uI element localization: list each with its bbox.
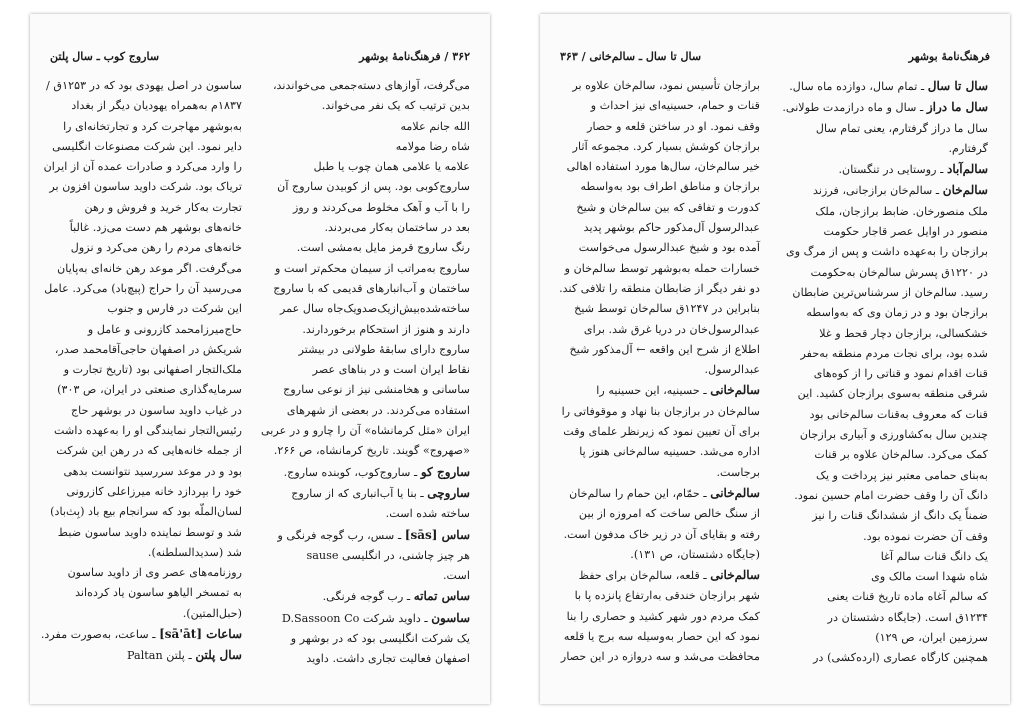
text-line: کدورت و تفاقی که بین سالم‌خان و شیخ	[576, 200, 760, 214]
header-entry-range: ساروج کوب ـ سال پلتن	[50, 50, 160, 63]
text-line: شرقی منطقه به‌سوی برازجان کشید. این	[797, 387, 988, 401]
text-line: حاج‌میرزامحمد کازرونی و عامل و	[87, 322, 242, 336]
text-line: همچنین کارگاه عصاری (ارده‌کشی) در	[813, 651, 988, 665]
text-line: ساروچی ـ بنا یا آب‌انباری که از ساروج	[291, 485, 470, 500]
text-line: برازجان کوشش بسیار کرد. مجموعه آثار	[572, 139, 760, 153]
text-line: شاه شهدا است مالک وی	[871, 570, 988, 584]
text-line: قنات اقدام نمود و قناتی را از کوه‌های	[813, 367, 988, 381]
text-line: خود را بپردازد خانه میرزاعلی کازرونی	[66, 484, 242, 498]
text-line: (حبل‌المتین).	[182, 606, 242, 620]
text-line: وقف آن حضرت نموده بود.	[863, 529, 988, 543]
text-line: ساس تماته ـ رب گوجه فرنگی.	[322, 589, 470, 604]
text-line: محافظت می‌شد و سه دروازه در این حصار	[560, 650, 760, 664]
text-line: بعد در ساختمان به‌کار می‌بردند.	[324, 221, 470, 235]
text-line: ساخته شده است.	[385, 507, 470, 521]
text-line: برازجان تأسیس نمود، سالم‌خان علاوه بر	[572, 79, 760, 92]
text-line: ملک منصورخان. ضابط برازجان، ملک	[815, 204, 988, 218]
text-line: قنات و حمام، حسینیه‌ای نیز احداث و	[590, 99, 760, 113]
entry-headword: ساروچی	[427, 485, 470, 500]
text-line: سالم‌آباد ـ روستایی در تنگستان.	[838, 162, 988, 177]
text-line: ۱۸۳۷م به‌همراه یهودیان دیگر از بغداد	[71, 99, 242, 113]
text-line: اطلاع از شرح این واقعه ← آل‌مذکور شیخ	[569, 342, 760, 356]
text-line: تجارت به‌کار خرید و فروش و رهن	[84, 200, 242, 214]
text-line: سال ما دراز گرفتارم، یعنی تمام سال	[815, 121, 988, 135]
page-header	[560, 50, 990, 70]
text-line: رفته و بقایای آن در زیر خاک مدفون است.	[563, 527, 760, 541]
entry-headword: سال ما دراز	[926, 100, 988, 115]
text-line: سال تا سال ـ تمام سال، دوازده ماه سال.	[789, 79, 988, 93]
text-line: در ۱۲۲۰ق پسرش سالم‌خان به‌حکومت	[810, 265, 988, 279]
text-line: ساروج کو ـ ساروج‌کوب، کوبنده ساروج.	[283, 464, 470, 479]
text-line: ساسون در اصل یهودی بود که در ۱۲۵۳ق /	[46, 79, 242, 92]
text-line: خانه‌های بوشهر هم دست می‌زد. غالباً	[69, 221, 242, 235]
text-line: خسارات حمله به‌بوشهر توسط سالم‌خان و	[564, 261, 760, 275]
text-line: دانگ آن را وقف حضرت امام حسین نمود.	[794, 488, 988, 502]
text-line: یک شرکت انگلیسی بود که در بوشهر و	[290, 632, 470, 646]
entry-headword: ساس [sās]	[404, 527, 470, 542]
text-line: رسید. سالم‌خان از سرشناس‌ترین ضابطان	[792, 285, 988, 299]
text-line: شاه رضا مولامه	[395, 139, 470, 153]
text-line: عبدالرسول‌خان در دریا غرق شد. برای	[583, 322, 760, 336]
entry-headword: ساسون	[431, 610, 470, 625]
text-line: در غیاب داوید ساسون در بوشهر حاج	[70, 403, 242, 417]
text-line: سالم‌خان ـ سالم‌خان برازجانی، فرزند	[812, 183, 988, 198]
text-line: سال ما دراز ـ سال و ماه درازمدت طولانی.	[782, 100, 988, 115]
text-line: استفاده می‌کردند. در بعضی از شهرهای	[286, 403, 470, 417]
text-line: سالم‌خانی ـ قلعه، سالم‌خان برای حفظ	[578, 568, 760, 583]
text-line: علامه یا علامی همان چوب یا طبل	[313, 160, 470, 174]
text-line: ساروج به‌مراتب از سیمان محکم‌تر است و	[275, 261, 470, 275]
text-line: روزنامه‌های عصر وی از داوید ساسون	[67, 566, 242, 580]
text-column-left	[559, 76, 760, 668]
text-line: یک دانگ قنات سالم آغا	[880, 549, 988, 563]
header-page-number-title: ۳۶۲ / فرهنگ‌نامهٔ بوشهر	[359, 50, 470, 63]
text-line: ساروج‌کوبی بود. پس از کوبیدن ساروج آن	[277, 180, 470, 194]
text-line: شهر برازجان خندقی به‌ارتفاع پانزده پا با	[574, 589, 760, 603]
text-line: دایر نمود. این شرکت مصنوعات انگلیسی	[52, 139, 242, 153]
entry-headword: سال پلتن	[195, 648, 242, 663]
text-line: برازجان را به‌عهده داشت و پس از مرگ وی	[785, 245, 988, 259]
text-column-right	[782, 76, 988, 669]
text-line: شریکش در اصفهان حاجی‌آقامحمد صدر،	[54, 342, 242, 356]
text-line: بدین ترتیب که یک نفر می‌خواند.	[321, 99, 470, 113]
text-line: است.	[442, 569, 470, 583]
text-line: شده بود، برای نجات مردم منطقه به‌حفر	[800, 346, 988, 360]
page-header	[50, 50, 470, 70]
text-line: «صهروج» گویند. تاریخ کرمانشاه، ص ۲۶۶.	[273, 444, 470, 458]
text-line: ضمناً یک دانگ از ششدانگ قنات را نیز	[812, 509, 988, 523]
text-line: چندین سال به‌کشاورزی و آبیاری برازجان	[799, 428, 988, 442]
text-line: سال پلتن ـ پلتن Paltan	[127, 648, 242, 663]
text-line: رئیس‌التجار نمایندگی او را به‌عهده داشت	[53, 424, 242, 438]
text-line: وقف نمود. او در ساختن قلعه و حصار	[587, 119, 760, 133]
entry-headword: سال تا سال	[927, 79, 988, 93]
text-line: سرزمین ایران، ص ۱۲۹)	[875, 631, 988, 645]
text-line: ایران «مثل کرمانشاه» آن را چارو و در عربی	[260, 424, 470, 438]
right-book-page	[540, 14, 1010, 704]
text-line: لسان‌الملّه بود که سرانجام بیع باد (بِث‌باد)	[50, 505, 242, 519]
text-line: خیر سالم‌خان، سال‌ها مورد استفاده اهالی	[566, 160, 760, 174]
text-line: سالم‌خان در برازجان بنا نهاد و موقوفاتی را	[561, 404, 760, 418]
text-line: تریاک بود. شرکت داوید ساسون افزون بر	[49, 180, 242, 194]
text-line: اداره می‌شد. حسینیه سالم‌خانی هنوز پا	[579, 445, 760, 459]
entry-headword: ساعات [sā'āt]	[159, 627, 242, 642]
text-column-left	[40, 76, 242, 667]
entry-headword: ساس تماته	[413, 589, 470, 604]
text-line: بنابراین در ۱۲۴۷ق سالم‌خان توسط شیخ	[574, 302, 760, 316]
text-line: نمود که این حصار به‌وسیله سه برج یا قلعه	[563, 630, 760, 644]
text-line: سالم‌خانی ـ حسینیه، این حسینیه را	[596, 383, 760, 398]
text-line: عبدالرسول آل‌مذکور حاکم بوشهر پدید	[583, 221, 760, 235]
entry-headword: سالم‌آباد	[946, 162, 988, 177]
text-line: ساختمان و آب‌انبارهای قدیمی که با ساروج	[273, 281, 470, 295]
text-line: هر چیز چاشنی، در انگلیسی sause	[306, 548, 470, 562]
text-line: برای آن تعیین نمود که زیرنظر علمای وقت	[563, 425, 760, 439]
text-line: شد و توسط نماینده داوید ساسون ضبط	[57, 525, 242, 539]
text-line: دو نفر دیگر از ضابطان منطقه را تلافی کند.	[559, 281, 760, 295]
text-line: برجاست.	[716, 465, 760, 479]
text-line: الله جانم علامه	[400, 119, 470, 133]
entry-headword: سالم‌خانی	[710, 383, 760, 398]
text-line: ساسانی و هخامنشی نیز از نوعی ساروج	[283, 383, 470, 397]
text-line: قنات که معروف به‌قنات سالم‌خانی بود	[809, 407, 988, 421]
text-line: شد (سدیدالسلطنه).	[147, 545, 242, 559]
text-line: کمک می‌کرد. سالم‌خان علاوه بر قنات	[814, 448, 988, 462]
text-line: ساس [sās] ـ سس، رب گوجه فرنگی و	[277, 527, 470, 542]
text-line: خانه‌های مردم را رهن می‌کرد و نزول	[70, 241, 242, 255]
text-line: که سالم آغاه ماده تاریخ قنات یعنی	[827, 590, 988, 604]
entry-headword: سالم‌خانی	[710, 485, 760, 500]
text-line: گرفتارم.	[948, 141, 988, 155]
header-entry-range: سال تا سال ـ سالم‌خانی / ۳۶۳	[560, 50, 702, 63]
left-book-page	[30, 14, 490, 704]
text-line: ساخته‌شده‌بیش‌ازیک‌صد‌ویک‌جاه سال عمر	[280, 302, 470, 316]
text-line: رنگ ساروج قرمز مایل به‌مشی است.	[296, 241, 470, 255]
text-line: به‌بوشهر مهاجرت کرد و تجارتخانه‌ای را	[63, 119, 242, 133]
text-line: سالم‌خانی ـ حمّام، این حمام را سالم‌خان	[569, 485, 760, 500]
text-line: دارند و هنوز از استحکام برخوردارند.	[302, 322, 470, 336]
text-line: خشکسالی، برازجان دچار قحط و غلا	[819, 326, 988, 340]
text-line: از سنگ خالص ساخت که امروزه از بین	[578, 507, 760, 521]
text-line: می‌گرفت، آوازهای دسته‌جمعی می‌خواندند،	[272, 79, 470, 92]
text-line: را با آب و آهک مخلوط می‌کردند و روز	[293, 200, 470, 214]
text-line: سرمایه‌گذاری صنعتی در ایران، ص ۳۰۳)	[57, 383, 242, 397]
text-line: کمک مردم دور شهر کشید و حصاری را بنا	[566, 609, 760, 623]
text-line: آمده بود و شیخ عبدالرسول می‌خواست	[578, 241, 760, 255]
text-line: ساروج دارای سابقهٔ طولانی در بیشتر	[298, 342, 470, 356]
text-line: به‌بنای حمامی معتبر نیز پرداخت و یک	[816, 468, 988, 482]
text-line: عبدالرسول.	[704, 363, 760, 377]
text-line: نقاط ایران است و در بناهای عصر	[312, 363, 470, 377]
text-line: این شرکت در فارس و جنوب	[107, 302, 242, 316]
text-line: می‌رسید آن را حراج (پیچ‌باد) می‌کرد. عامل	[44, 281, 242, 295]
text-line: را وارد می‌کرد و صادرات عمده آن از ایران	[43, 160, 242, 174]
text-line: (جایگاه دشتستان، ص ۱۳۱).	[630, 547, 760, 561]
text-line: ساسون ـ داوید شرکت D.Sassoon Co	[281, 610, 470, 625]
entry-headword: سالم‌خان	[942, 183, 988, 198]
text-line: ساعات [sā'āt] ـ ساعت، به‌صورت مفرد.	[40, 627, 242, 642]
text-column-right	[260, 76, 470, 670]
text-line: به تمسخر الیاهو ساسون یاد کرده‌اند	[75, 586, 242, 600]
text-line: منصور در اوایل عصر قاجار حکومت	[823, 225, 988, 239]
text-line: می‌گرفت. اگر موعد رهن خانه‌ای به‌پایان	[57, 261, 242, 275]
text-line: ملک‌التجار اصفهانی بود (تاریخ تجارت و	[63, 363, 242, 377]
entry-headword: سالم‌خانی	[710, 568, 760, 583]
text-line: ۱۲۳۴ق است. (جایگاه دشتستان در	[827, 610, 988, 624]
text-line: اصفهان فعالیت تجاری داشت. داوید	[306, 652, 470, 666]
text-line: از جمله خانه‌هایی که در رهن این شرکت	[56, 444, 242, 458]
header-book-title: فرهنگ‌نامهٔ بوشهر	[908, 50, 990, 63]
text-line: برازجان بود و در زمان وی که به‌واسطه	[806, 306, 988, 320]
text-line: بود و در موعد سررسید نتوانست بدهی	[63, 464, 242, 478]
text-line: برازجان و مناطق اطراف بود به‌واسطه	[580, 180, 760, 194]
entry-headword: ساروج کو	[420, 464, 470, 479]
